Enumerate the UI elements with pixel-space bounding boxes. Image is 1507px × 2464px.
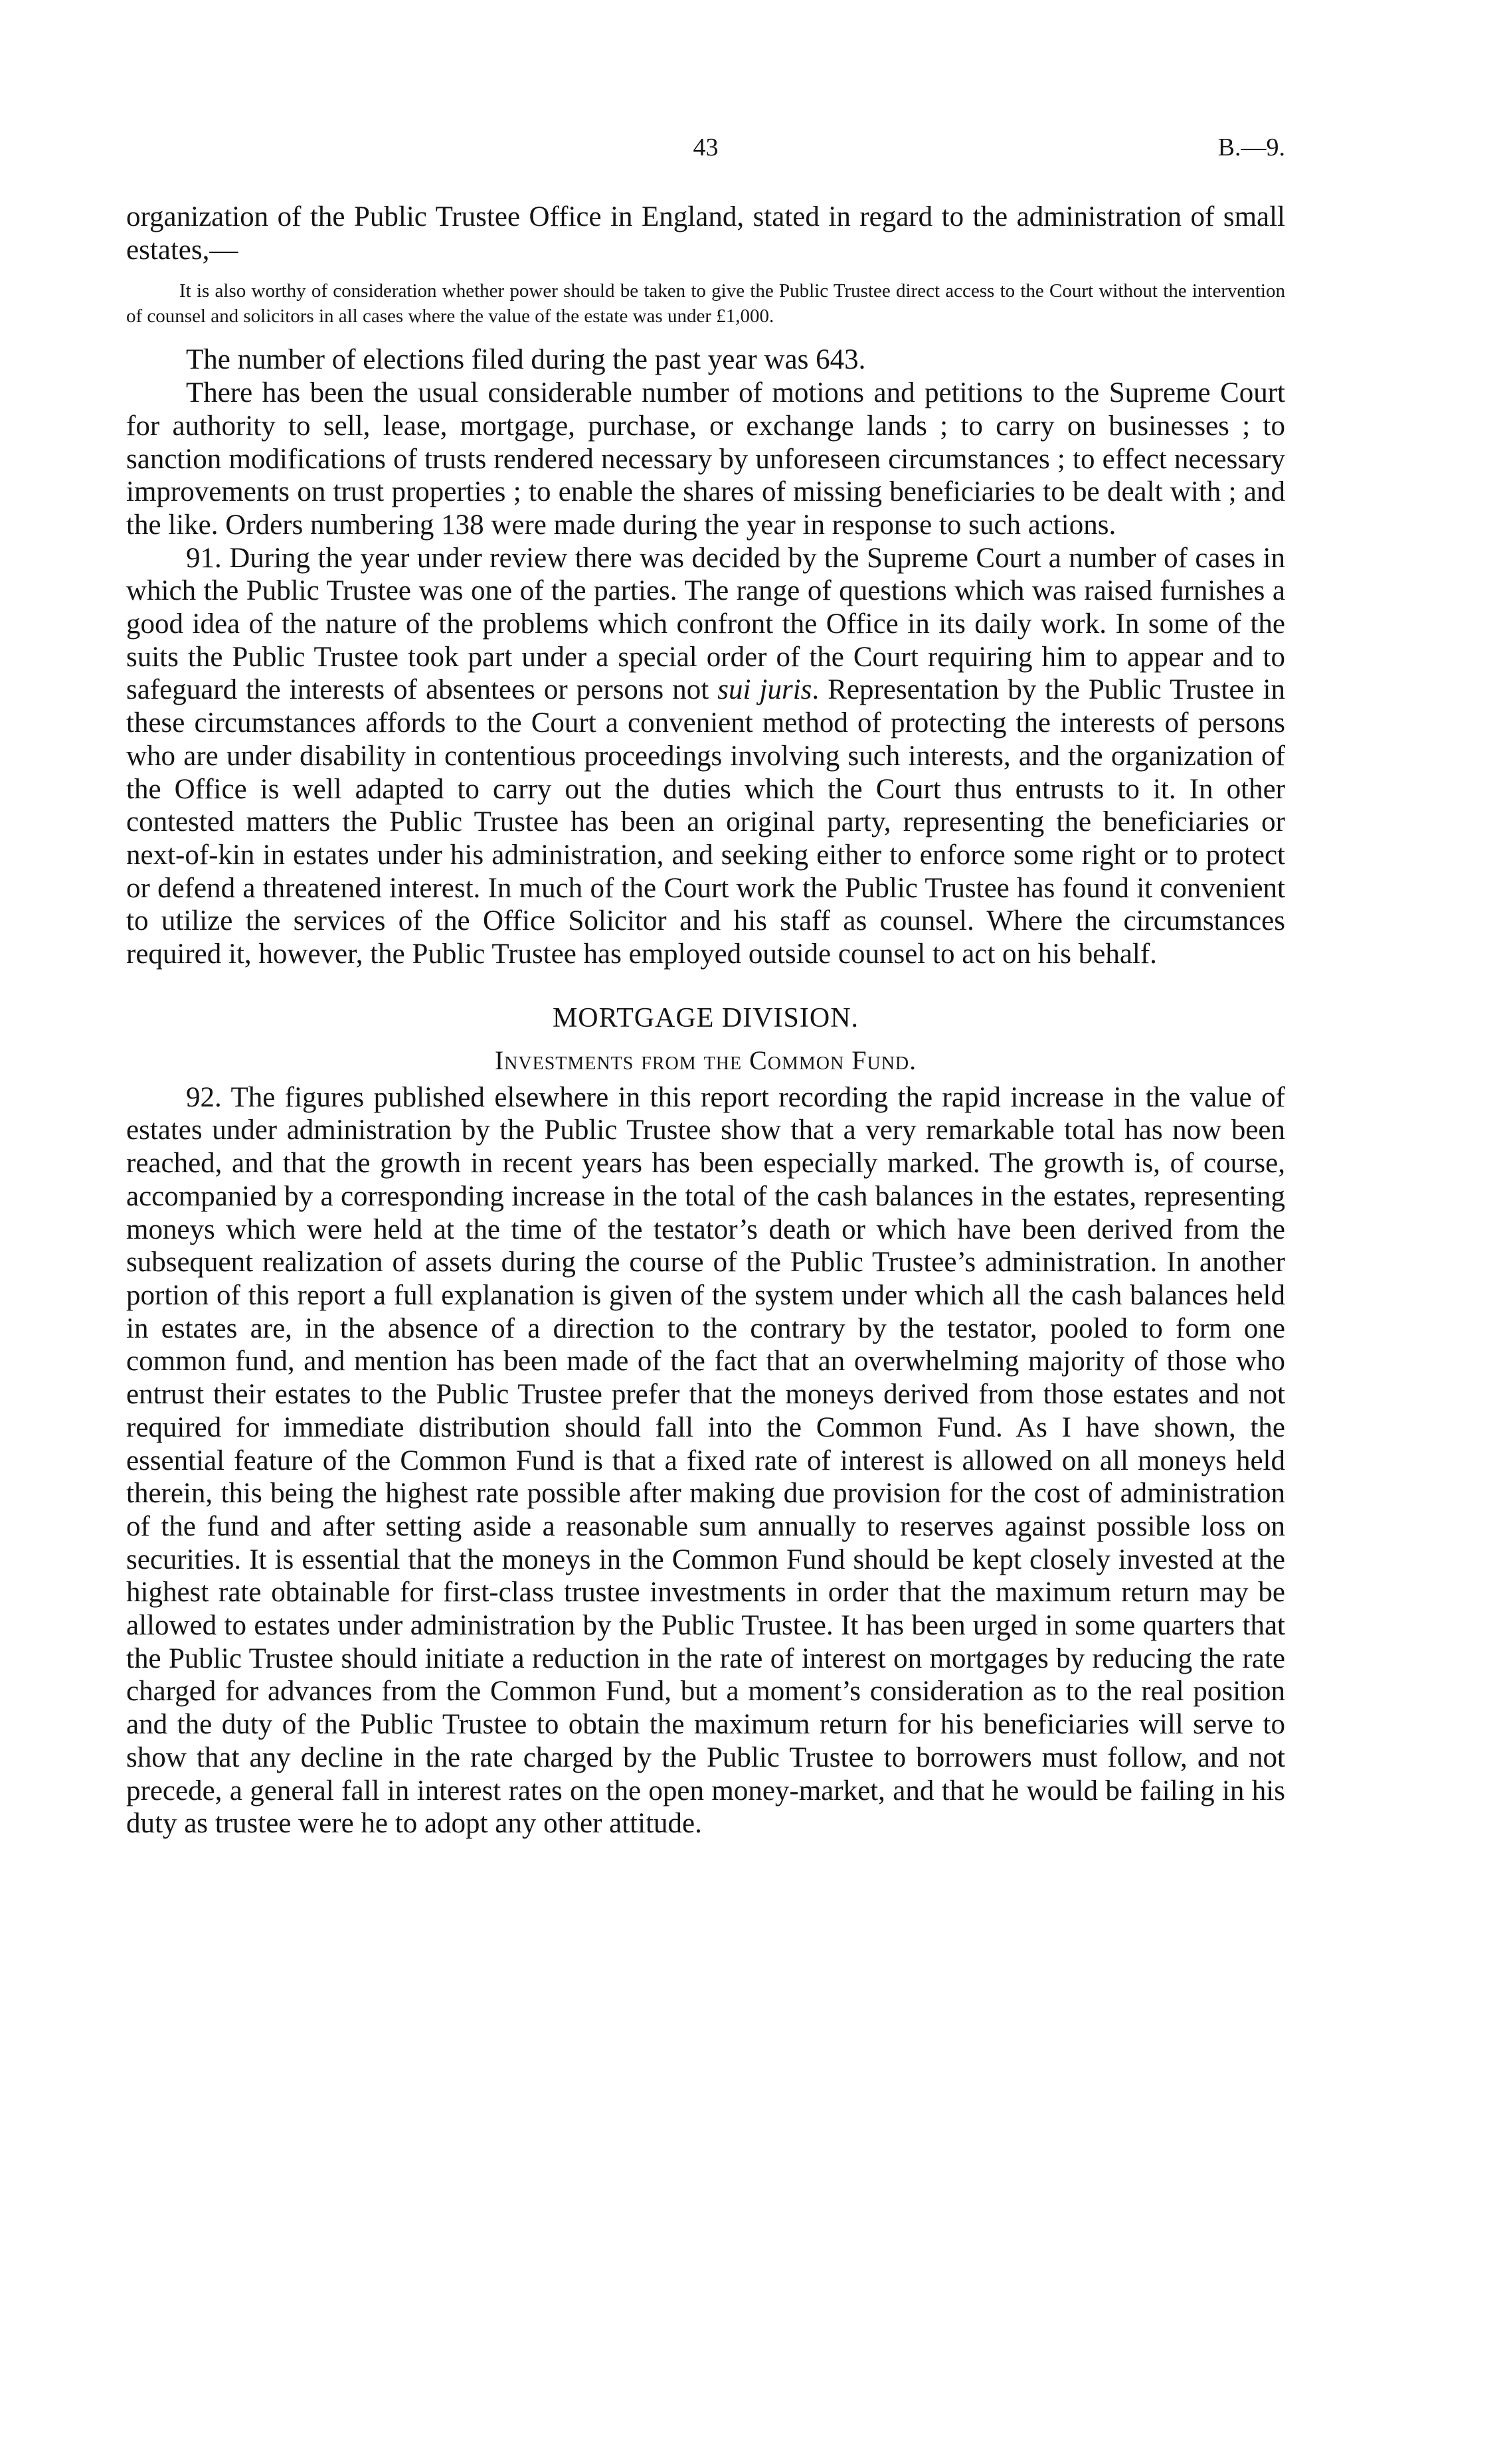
page-number: 43 [693,133,719,161]
paragraph-91-part-a: 91. During the year under review there was decided by the Supreme Court a number of cases in which the Public Trustee was one of the parties. The range of questions which was raised furnishes a good idea of the nature of the problems which confront the Office in its daily work. In some of the suits the Public Trustee took part under a special order of the Court requiring him to appear and to safeguard the interests of absentees or persons not [126,542,1285,706]
body-text [126,201,1285,1840]
page-header [126,133,1285,173]
paragraph-92: 92. The figures published elsewhere in this report recording the rapid increase in the value of estates under administration by the Public Trustee show that a very remarkable total has now been reached, and that the growth in recent years has been especially marked. The growth is, of course, accompanied by a corresponding increase in the total of the cash balances in the estates, representing moneys which were held at the time of the testator’s death or which have been derived from the subsequent realization of assets during the course of the Public Trustee’s administration. In another portion of this report a full explanation is given of the system under which all the cash balances held in estates are, in the absence of a direction to the contrary by the testator, pooled to form one common fund, and mention has been made of the fact that an overwhelming majority of those who entrust their estates to the Public Trustee prefer that the moneys derived from those estates and not required for immediate distribution should fall into the Common Fund. As I have shown, the essential feature of the Common Fund is that a fixed rate of interest is allowed on all moneys held therein, this being the highest rate possible after making due provision for the cost of administration of the fund and after setting aside a reasonable sum annually to reserves against possible loss on securities. It is essential that the moneys in the Common Fund should be kept closely invested at the highest rate obtainable for first-class trustee investments in order that the maximum return may be allowed to estates under administration by the Public Trustee. It has been urged in some quarters that the Public Trustee should initiate a reduction in the rate of interest on mortgages by reducing the rate charged for advances from the Common Fund, but a moment’s consideration as to the real position and the duty of the Public Trustee to obtain the maximum return for his beneficiaries will serve to show that any decline in the rate charged by the Public Trustee to borrowers must follow, and not precede, a general fall in interest rates on the open money-market, and that he would be failing in his duty as trustee were he to adopt any other attitude. [126,1081,1285,1840]
section-heading: MORTGAGE DIVISION. [552,1002,859,1033]
subsection-heading: Investments from the Common Fund. [494,1045,917,1075]
document-reference: B.—9. [1217,133,1285,161]
latin-term: sui juris [717,674,812,706]
block-quote: It is also worthy of consideration whether power should be taken to give the Public Trustee direct access to the Court without the intervention of counsel and solicitors in all cases where the value of the estate was under £1,000. [126,280,1285,327]
paragraph-91 [126,542,1285,971]
paragraph-elections: The number of elections filed during the past year was 643. [186,344,866,376]
paragraph-continuation: organization of the Public Trustee Office in England, stated in regard to the administration of small estates,— [126,201,1285,266]
document-page [126,0,1285,2464]
paragraph-motions: There has been the usual considerable number of motions and petitions to the Supreme Court for authority to sell, lease, mortgage, purchase, or exchange lands ; to carry on businesses ; to sanction modifications of trusts rendered necessary by unforeseen circumstances ; to effect necessary improvements on trust properties ; to enable the shares of missing beneficiaries to be dealt with ; and the like. Orders numbering 138 were made during the year in response to such actions. [126,377,1285,541]
paragraph-91-part-b: . Representation by the Public Trustee in these circumstances affords to the Court a convenient method of protecting the interests of persons who are under disability in contentious proceedings involving such interests, and the organization of the Office is well adapted to carry out the duties which the Court thus entrusts to it. In other contested matters the Public Trustee has been an original party, representing the beneficiaries or next-of-kin in estates under his administration, and seeking either to enforce some right or to protect or defend a threatened interest. In much of the Court work the Public Trustee has found it convenient to utilize the services of the Office Solicitor and his staff as counsel. Where the circumstances required it, however, the Public Trustee has employed outside counsel to act on his behalf. [126,674,1286,970]
